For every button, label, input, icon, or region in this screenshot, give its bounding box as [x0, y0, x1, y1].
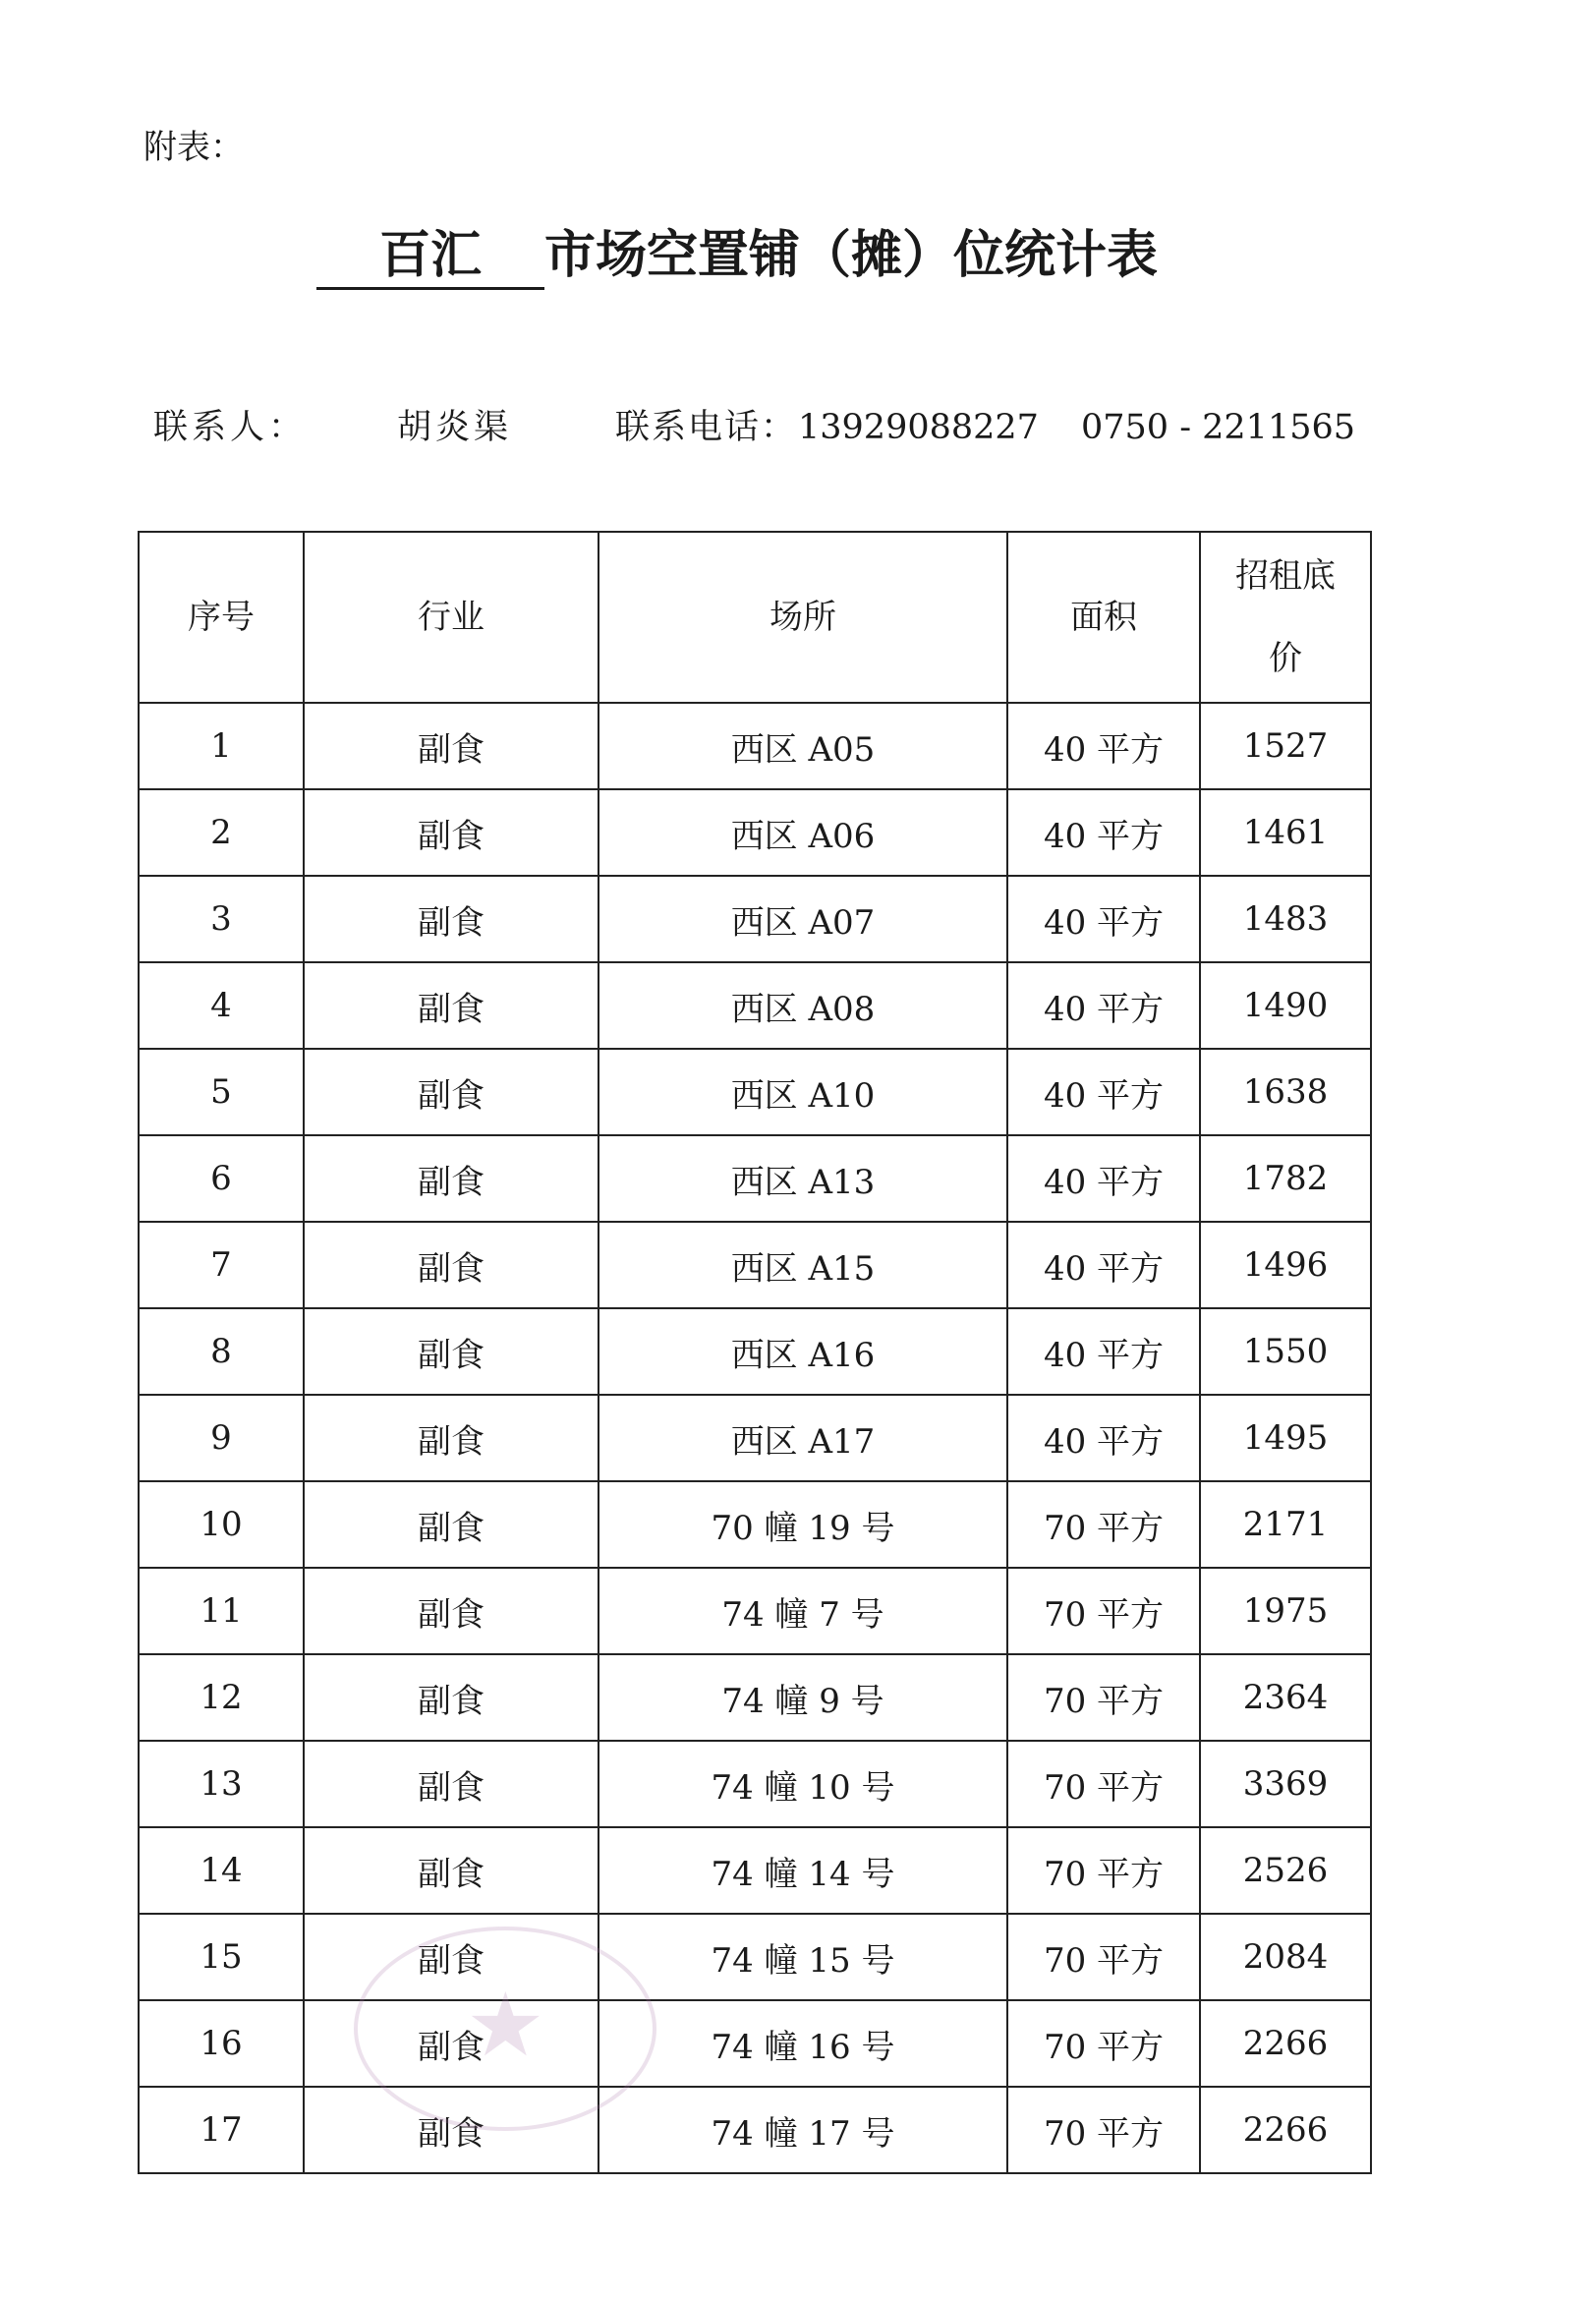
cell-location: 西区 A07 — [598, 876, 1007, 962]
cell-serial-no: 13 — [139, 1741, 304, 1827]
cell-location: 西区 A05 — [598, 703, 1007, 789]
cell-base-rent: 1496 — [1200, 1222, 1371, 1308]
cell-location: 西区 A06 — [598, 789, 1007, 876]
table-row — [139, 1827, 1371, 1914]
vacant-stalls-table — [138, 531, 1372, 2174]
cell-serial-no: 4 — [139, 962, 304, 1049]
table-row — [139, 1395, 1371, 1481]
page-title — [316, 224, 1158, 290]
cell-base-rent: 1550 — [1200, 1308, 1371, 1395]
phone-landline: 0750 - 2211565 — [1081, 408, 1356, 447]
cell-serial-no: 9 — [139, 1395, 304, 1481]
table-row — [139, 1568, 1371, 1654]
cell-base-rent: 1638 — [1200, 1049, 1371, 1135]
cell-industry: 副食 — [304, 1654, 598, 1741]
cell-location: 74 幢 7 号 — [598, 1568, 1007, 1654]
cell-serial-no: 12 — [139, 1654, 304, 1741]
table-row — [139, 1222, 1371, 1308]
cell-location: 70 幢 19 号 — [598, 1481, 1007, 1568]
cell-area: 70 平方 — [1007, 1654, 1200, 1741]
cell-area: 70 平方 — [1007, 1827, 1200, 1914]
cell-location: 西区 A13 — [598, 1135, 1007, 1222]
cell-base-rent: 1975 — [1200, 1568, 1371, 1654]
cell-location: 西区 A15 — [598, 1222, 1007, 1308]
cell-industry: 副食 — [304, 1741, 598, 1827]
cell-area: 40 平方 — [1007, 789, 1200, 876]
cell-industry: 副食 — [304, 1049, 598, 1135]
cell-base-rent: 2266 — [1200, 2087, 1371, 2173]
table-row — [139, 1741, 1371, 1827]
cell-area: 40 平方 — [1007, 1222, 1200, 1308]
cell-industry: 副食 — [304, 1395, 598, 1481]
cell-base-rent: 1495 — [1200, 1395, 1371, 1481]
table-row — [139, 789, 1371, 876]
cell-base-rent: 2526 — [1200, 1827, 1371, 1914]
cell-industry: 副食 — [304, 1222, 598, 1308]
cell-industry: 副食 — [304, 1135, 598, 1222]
cell-area: 70 平方 — [1007, 1568, 1200, 1654]
cell-area: 40 平方 — [1007, 876, 1200, 962]
appendix-label: 附表： — [143, 128, 244, 167]
cell-base-rent: 1782 — [1200, 1135, 1371, 1222]
cell-industry: 副食 — [304, 1481, 598, 1568]
cell-area: 40 平方 — [1007, 1395, 1200, 1481]
cell-industry: 副食 — [304, 1308, 598, 1395]
table-row — [139, 1135, 1371, 1222]
header-serial-no: 序号 — [139, 532, 304, 703]
cell-location: 74 幢 10 号 — [598, 1741, 1007, 1827]
cell-area: 40 平方 — [1007, 703, 1200, 789]
cell-serial-no: 6 — [139, 1135, 304, 1222]
cell-location: 西区 A10 — [598, 1049, 1007, 1135]
cell-serial-no: 17 — [139, 2087, 304, 2173]
cell-serial-no: 3 — [139, 876, 304, 962]
cell-area: 40 平方 — [1007, 1135, 1200, 1222]
seal-star-icon: ★ — [466, 1974, 545, 2077]
cell-area: 40 平方 — [1007, 1049, 1200, 1135]
cell-base-rent: 2171 — [1200, 1481, 1371, 1568]
cell-serial-no: 11 — [139, 1568, 304, 1654]
cell-area: 70 平方 — [1007, 1741, 1200, 1827]
cell-area: 70 平方 — [1007, 1481, 1200, 1568]
table-row — [139, 703, 1371, 789]
cell-industry: 副食 — [304, 2000, 598, 2087]
cell-base-rent: 2266 — [1200, 2000, 1371, 2087]
cell-area: 70 平方 — [1007, 2087, 1200, 2173]
cell-location: 西区 A17 — [598, 1395, 1007, 1481]
header-area: 面积 — [1007, 532, 1200, 703]
cell-base-rent: 1461 — [1200, 789, 1371, 876]
header-base-rent: 招租底价 — [1200, 532, 1371, 703]
cell-base-rent: 3369 — [1200, 1741, 1371, 1827]
cell-serial-no: 15 — [139, 1914, 304, 2000]
cell-base-rent: 2084 — [1200, 1914, 1371, 2000]
cell-serial-no: 14 — [139, 1827, 304, 1914]
cell-area: 40 平方 — [1007, 1308, 1200, 1395]
cell-industry: 副食 — [304, 1827, 598, 1914]
title-text: 市场空置铺（摊）位统计表 — [544, 225, 1159, 285]
cell-location: 74 幢 17 号 — [598, 2087, 1007, 2173]
cell-location: 74 幢 14 号 — [598, 1827, 1007, 1914]
cell-industry: 副食 — [304, 2087, 598, 2173]
table-row — [139, 2087, 1371, 2173]
market-name: 百汇 — [316, 226, 544, 290]
table-row — [139, 1481, 1371, 1568]
cell-serial-no: 8 — [139, 1308, 304, 1395]
table-row — [139, 1914, 1371, 2000]
table-row — [139, 1308, 1371, 1395]
cell-industry: 副食 — [304, 1914, 598, 2000]
table-row — [139, 1049, 1371, 1135]
cell-serial-no: 7 — [139, 1222, 304, 1308]
table-row — [139, 876, 1371, 962]
cell-area: 40 平方 — [1007, 962, 1200, 1049]
cell-serial-no: 1 — [139, 703, 304, 789]
phone-label: 联系电话： — [615, 408, 798, 447]
cell-location: 西区 A16 — [598, 1308, 1007, 1395]
cell-base-rent: 1483 — [1200, 876, 1371, 962]
header-location: 场所 — [598, 532, 1007, 703]
cell-location: 74 幢 9 号 — [598, 1654, 1007, 1741]
table-header-row — [139, 532, 1371, 703]
cell-base-rent: 2364 — [1200, 1654, 1371, 1741]
cell-location: 74 幢 15 号 — [598, 1914, 1007, 2000]
contact-name: 胡炎渠 — [397, 408, 513, 447]
cell-industry: 副食 — [304, 1568, 598, 1654]
cell-industry: 副食 — [304, 703, 598, 789]
cell-serial-no: 2 — [139, 789, 304, 876]
phone-mobile: 13929088227 — [798, 408, 1039, 447]
cell-serial-no: 5 — [139, 1049, 304, 1135]
cell-area: 70 平方 — [1007, 1914, 1200, 2000]
header-industry: 行业 — [304, 532, 598, 703]
cell-location: 74 幢 16 号 — [598, 2000, 1007, 2087]
cell-base-rent: 1527 — [1200, 703, 1371, 789]
cell-industry: 副食 — [304, 876, 598, 962]
cell-industry: 副食 — [304, 789, 598, 876]
cell-industry: 副食 — [304, 962, 598, 1049]
cell-area: 70 平方 — [1007, 2000, 1200, 2087]
cell-base-rent: 1490 — [1200, 962, 1371, 1049]
table-body — [139, 703, 1371, 2173]
table-row — [139, 1654, 1371, 1741]
contact-label: 联系人： — [153, 408, 308, 447]
cell-serial-no: 16 — [139, 2000, 304, 2087]
table-row — [139, 2000, 1371, 2087]
cell-location: 西区 A08 — [598, 962, 1007, 1049]
table-row — [139, 962, 1371, 1049]
cell-serial-no: 10 — [139, 1481, 304, 1568]
